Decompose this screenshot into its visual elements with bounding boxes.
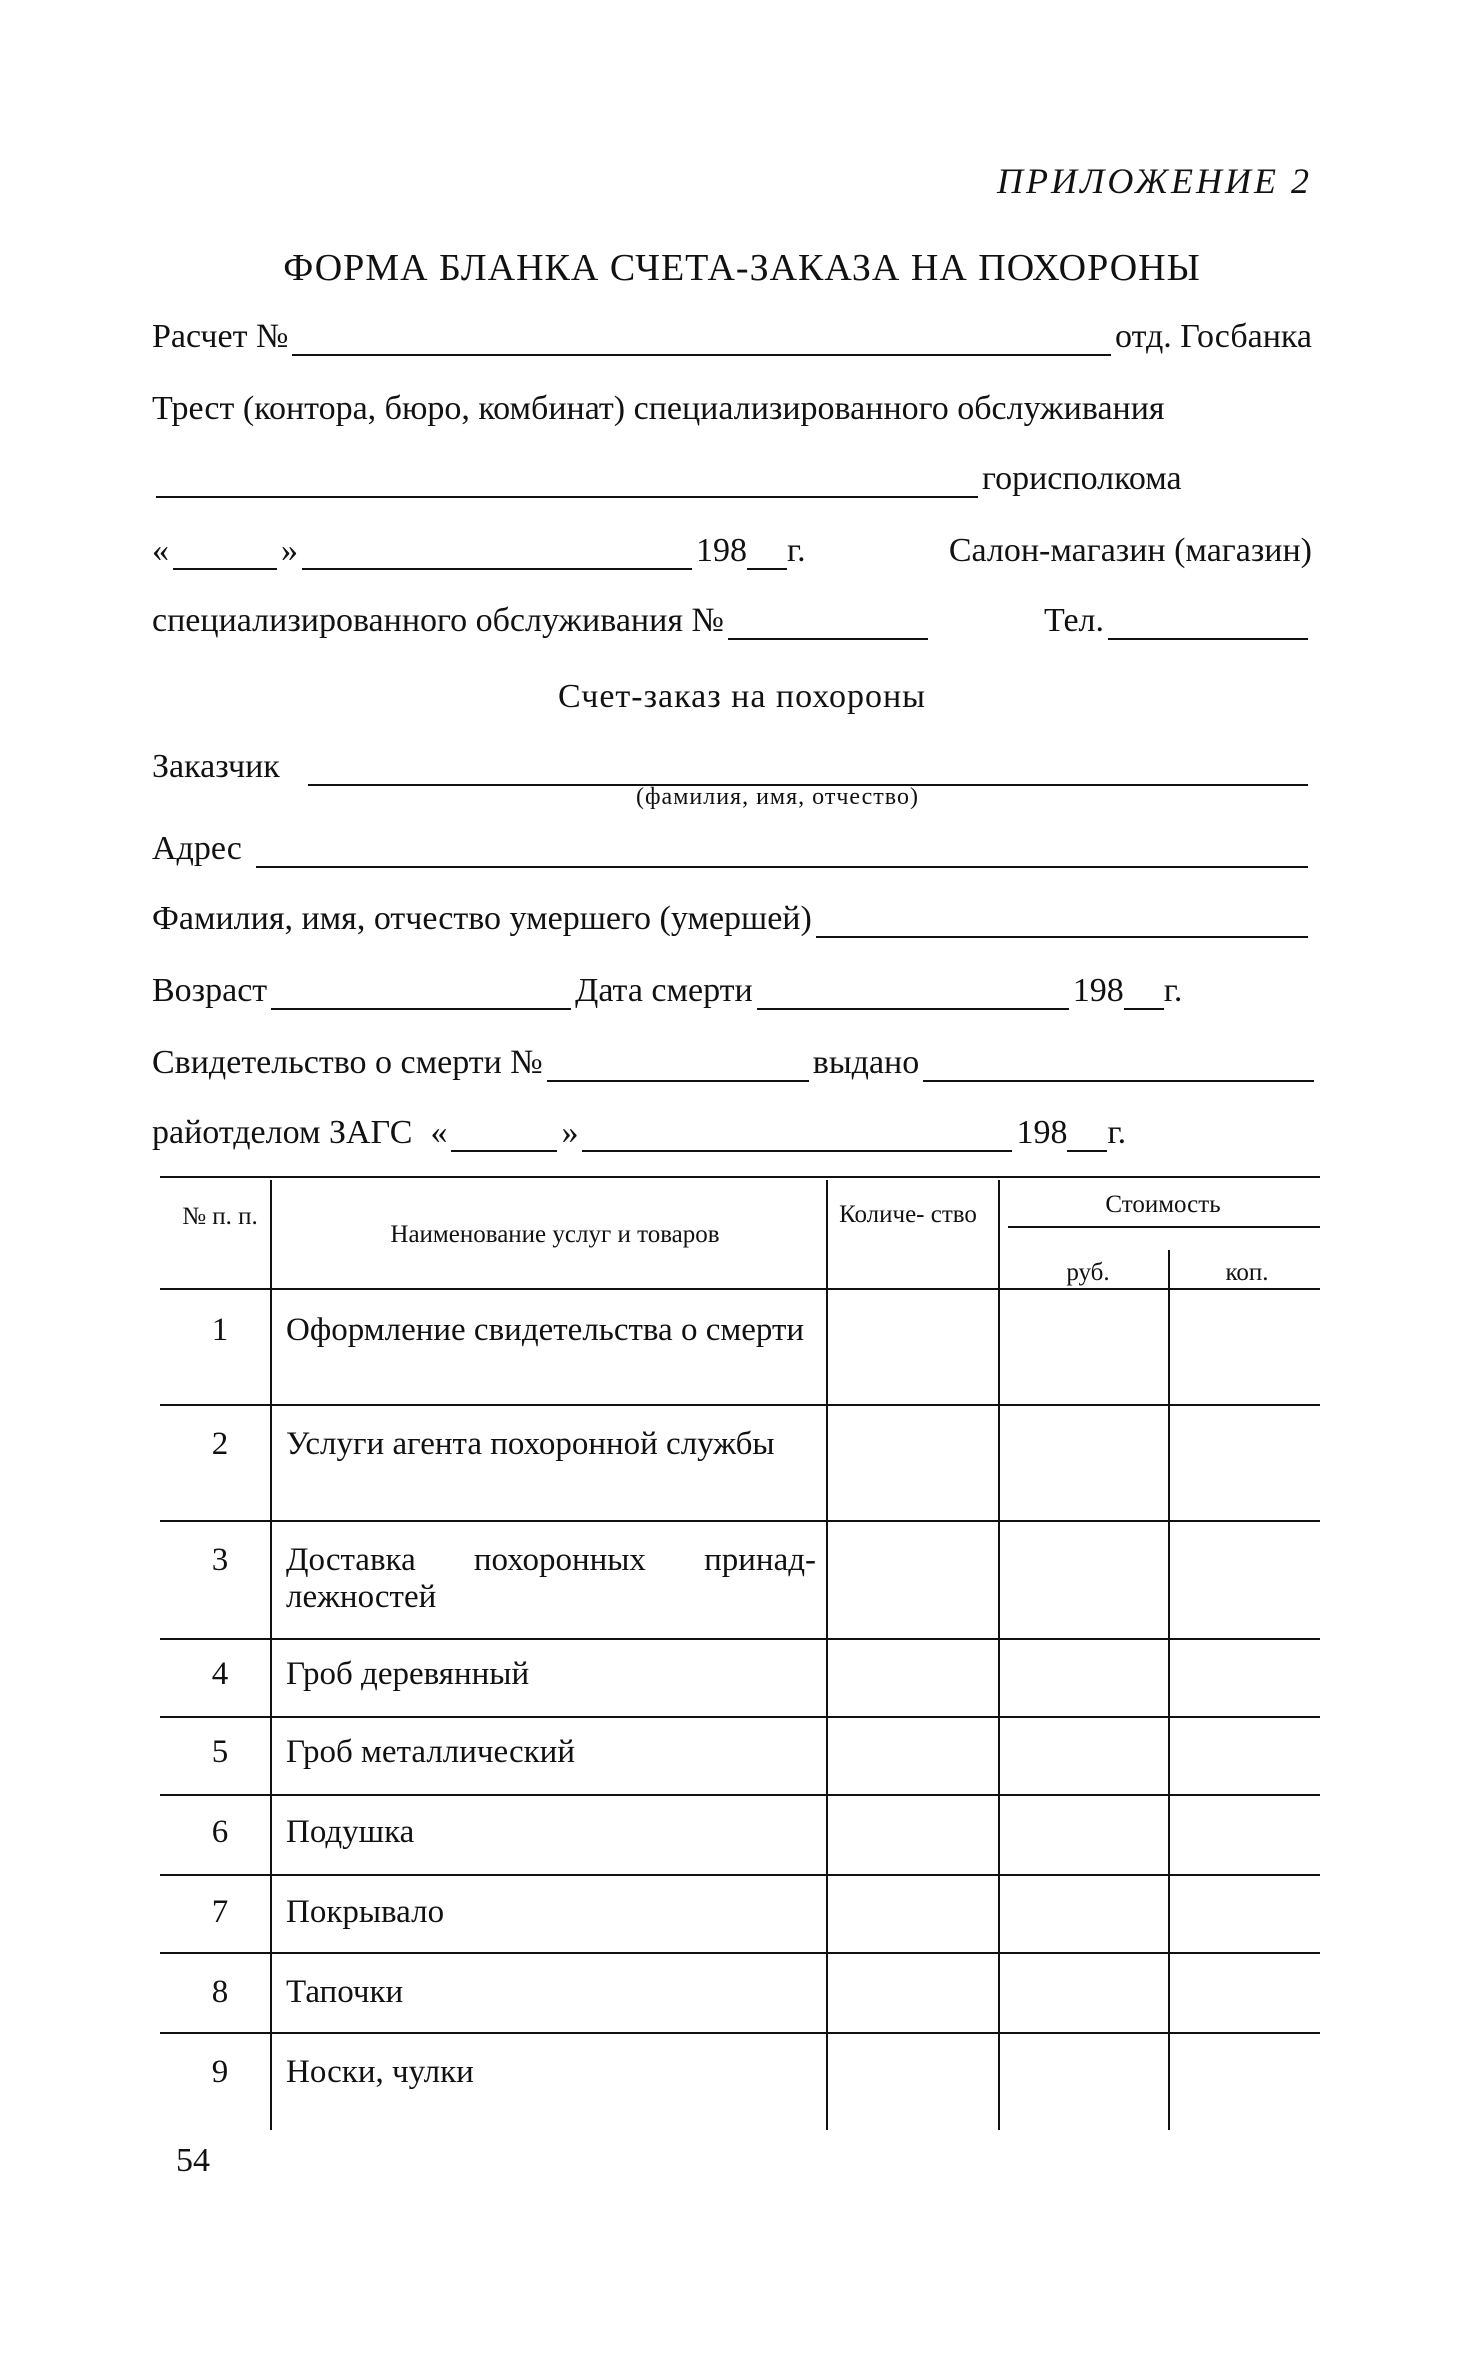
- cost-sub-line: [1008, 1226, 1320, 1228]
- tel-label: Тел.: [1043, 602, 1104, 639]
- zags-quote-close: »: [561, 1114, 579, 1151]
- col-divider-2: [826, 1180, 828, 2130]
- row-border: [160, 1874, 1320, 1876]
- zags-year-prefix: 198: [1016, 1114, 1068, 1151]
- vydano-label: выдано: [812, 1044, 920, 1081]
- appendix-label: ПРИЛОЖЕНИЕ 2: [997, 161, 1312, 201]
- death-year-prefix: 198: [1072, 972, 1124, 1009]
- col-header-rub: руб.: [1066, 1259, 1110, 1286]
- row-border: [160, 1716, 1320, 1718]
- zakazchik-label: Заказчик: [152, 748, 280, 785]
- zags-year-field[interactable]: [1067, 1118, 1107, 1152]
- salon-number-field[interactable]: [728, 606, 928, 640]
- row-number: 5: [211, 1734, 229, 1770]
- quote-close: »: [281, 532, 298, 569]
- svid-label: Свидетельство о смерти №: [152, 1044, 543, 1081]
- row-number: 3: [211, 1542, 229, 1578]
- adres-label: Адрес: [152, 830, 242, 867]
- row-name: Доставка похоронных принад- лежностей: [286, 1542, 816, 1615]
- fio-dead-line: [152, 900, 1312, 938]
- row-name: Подушка: [286, 1814, 415, 1850]
- year-prefix: 198: [696, 532, 747, 569]
- row-number: 1: [211, 1312, 229, 1348]
- col-header-cost: Стоимость: [1105, 1191, 1221, 1218]
- trest-line: [152, 390, 1312, 428]
- day-field[interactable]: [173, 536, 277, 570]
- year-field[interactable]: [747, 536, 787, 570]
- age-line: [152, 972, 1260, 1010]
- col-divider-4: [1168, 1250, 1170, 2130]
- col-header-qty: Количе- ство: [839, 1201, 977, 1228]
- raschet-label: Расчет №: [152, 318, 289, 355]
- row-name: Оформление свидетельства о смерти: [286, 1312, 805, 1348]
- salon-label: Салон-магазин (магазин): [948, 532, 1312, 569]
- row-border: [160, 1638, 1320, 1640]
- adres-field[interactable]: [256, 834, 1308, 868]
- raschet-line: [152, 318, 1312, 356]
- gorispolkom-label: горисполкома: [982, 460, 1182, 497]
- fio-hint: (фамилия, имя, отчество): [636, 784, 919, 810]
- month-field[interactable]: [302, 536, 692, 570]
- zags-year-suffix: г.: [1107, 1114, 1127, 1151]
- zags-day-field[interactable]: [451, 1118, 557, 1152]
- row-number: 8: [211, 1974, 229, 2010]
- col-header-number: № п. п.: [182, 1203, 258, 1230]
- row-number: 6: [211, 1814, 229, 1850]
- row-name: Покрывало: [286, 1894, 445, 1930]
- form-subtitle: Счет-заказ на похороны: [557, 678, 927, 715]
- row-name: Гроб деревянный: [286, 1656, 530, 1692]
- trest-label: Трест (контора, бюро, комбинат) специализированного обслуживания: [152, 390, 1165, 427]
- col-header-name: Наименование услуг и товаров: [390, 1221, 720, 1248]
- zakazchik-line: [152, 748, 1312, 786]
- page-number: 54: [176, 2142, 210, 2179]
- zakazchik-field[interactable]: [308, 752, 1308, 786]
- vydano-field[interactable]: [923, 1048, 1314, 1082]
- row-number: 4: [211, 1656, 229, 1692]
- death-year-field[interactable]: [1124, 976, 1164, 1010]
- otd-label: отд. Госбанка: [1115, 318, 1312, 355]
- death-year-suffix: г.: [1163, 972, 1183, 1009]
- row-border: [160, 1404, 1320, 1406]
- row-number: 7: [211, 1894, 229, 1930]
- zags-line: [152, 1114, 1312, 1152]
- spec-label: специализированного обслуживания №: [152, 602, 724, 639]
- quote-open: «: [152, 532, 169, 569]
- gorispolkom-field[interactable]: [156, 464, 978, 498]
- svid-number-field[interactable]: [547, 1048, 809, 1082]
- row-name: Тапочки: [286, 1974, 404, 2010]
- row-number: 2: [211, 1426, 229, 1462]
- row-name: Носки, чулки: [286, 2054, 474, 2090]
- row-border: [160, 1794, 1320, 1796]
- row-border: [160, 2032, 1320, 2034]
- vozrast-field[interactable]: [271, 976, 571, 1010]
- col-header-kop: коп.: [1225, 1259, 1269, 1286]
- svid-line: [152, 1044, 1318, 1082]
- table-header-border: [160, 1288, 1320, 1290]
- gorispolkom-line: [152, 460, 1312, 498]
- zags-month-field[interactable]: [582, 1118, 1012, 1152]
- col-divider-3: [998, 1180, 1000, 2130]
- fio-dead-field[interactable]: [816, 904, 1308, 938]
- vozrast-label: Возраст: [152, 972, 268, 1009]
- row-name: Услуги агента похоронной службы: [286, 1426, 775, 1462]
- data-smerti-label: Дата смерти: [575, 972, 753, 1009]
- adres-line: [152, 830, 1312, 868]
- table-top-border: [160, 1176, 1320, 1178]
- zags-quote-open: «: [430, 1114, 448, 1151]
- row-number: 9: [211, 2054, 229, 2090]
- form-title: ФОРМА БЛАНКА СЧЕТА-ЗАКАЗА НА ПОХОРОНЫ: [283, 247, 1201, 289]
- spec-line: [152, 602, 1312, 640]
- row-name: Гроб металлический: [286, 1734, 575, 1770]
- raiotdel-label: райотделом ЗАГС: [152, 1114, 413, 1151]
- data-smerti-field[interactable]: [757, 976, 1069, 1010]
- year-suffix: г.: [787, 532, 806, 569]
- row-border: [160, 1520, 1320, 1522]
- row-border: [160, 1952, 1320, 1954]
- raschet-number-field[interactable]: [292, 322, 1111, 356]
- tel-field[interactable]: [1108, 606, 1308, 640]
- date-salon-line: [152, 532, 1312, 570]
- fio-dead-label: Фамилия, имя, отчество умершего (умершей): [152, 900, 812, 937]
